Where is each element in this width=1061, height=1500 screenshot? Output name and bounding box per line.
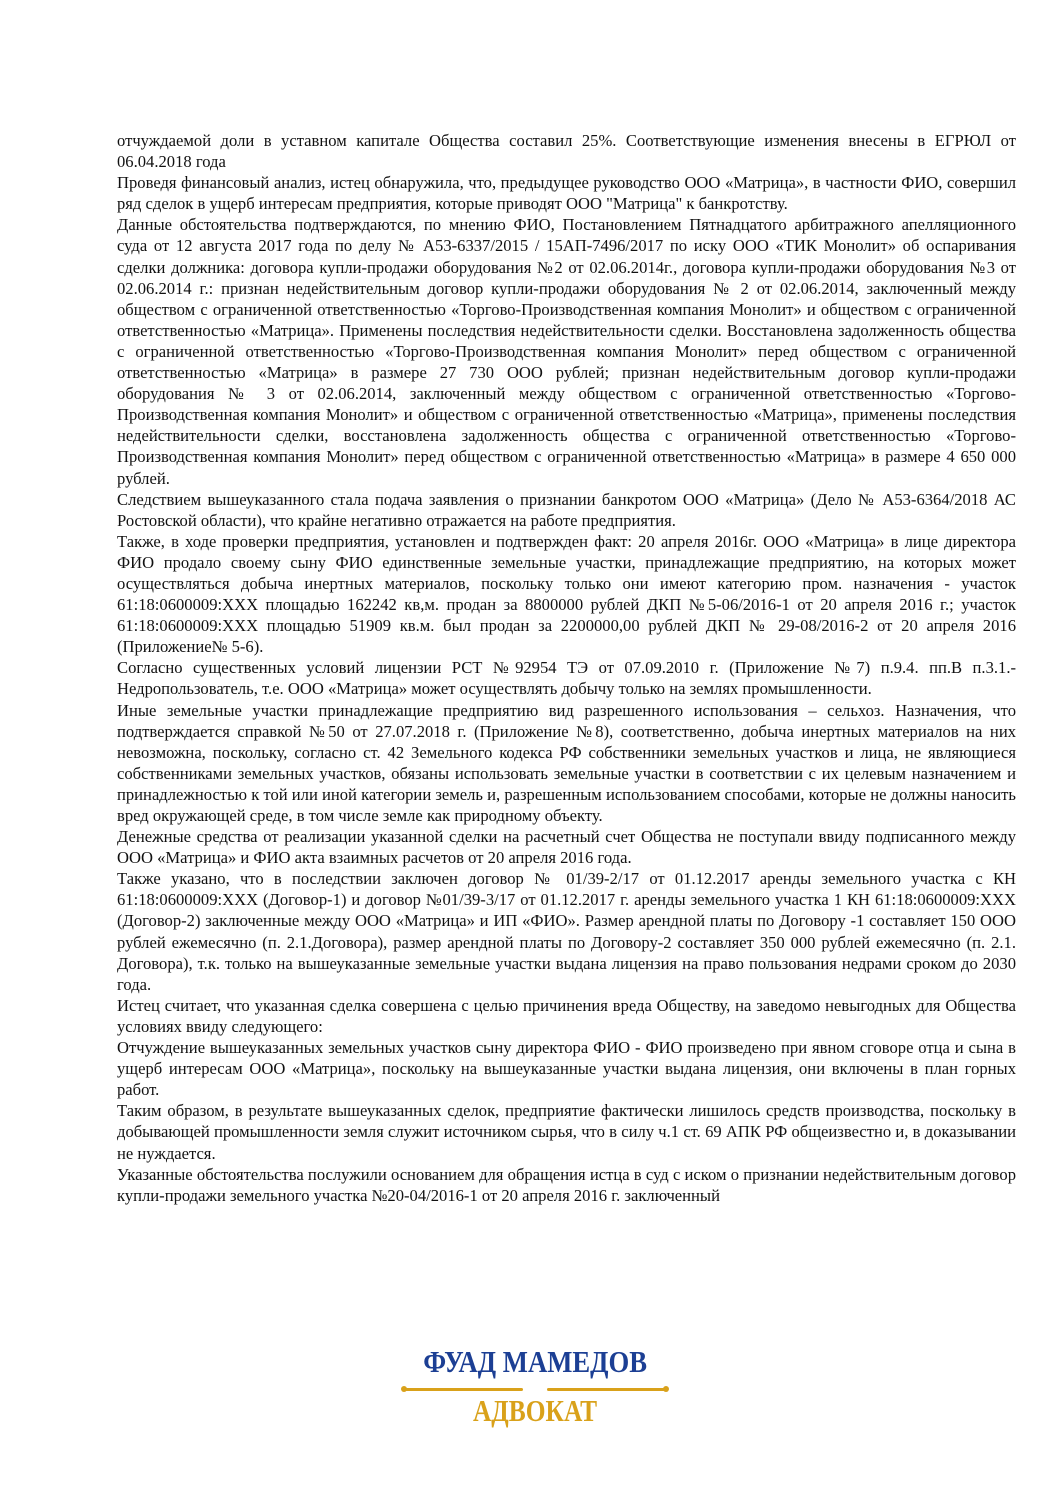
- logo-divider-bar-left: [405, 1388, 523, 1391]
- paragraph-8: Денежные средства от реализации указанной сделки на расчетный счет Общества не поступали ввиду подписанного между ООО «Матрица» и ФИО акта взаимных расчетов от 20 апреля 2016 года.: [117, 827, 1016, 868]
- logo-name: ФУАД МАМЕДОВ: [423, 1344, 648, 1379]
- paragraph-11: Отчуждение вышеуказанных земельных участков сыну директора ФИО - ФИО произведено при явном сговоре отца и сына в ущерб интересам ООО «Матрица», поскольку на вышеуказанные участки выдана лицензия, они включены в план горных работ.: [117, 1038, 1016, 1100]
- paragraph-9: Также указано, что в последствии заключен договор № 01/39-2/17 от 01.12.2017 аренды земельного участка с КН 61:18:0600009:ХХХ (Договор-1) и договор №01/39-3/17 от 01.12.2017 г. аренды земельного участка 1 КН 61:18:0600009:ХХХ (Договор-2) заключенные между ООО «Матрица» и ИП «ФИО». Размер арендной платы по Договору -1 составляет 150 ООО рублей ежемесячно (п. 2.1.Договора), размер арендной платы по Договору-2 составляет 350 000 рублей ежемесячно (п. 2.1. Договора), т.к. только на вышеуказанные земельные участки выдана лицензия на право пользования недрами сроком до 2030 года.: [117, 869, 1016, 994]
- logo-divider: [405, 1387, 665, 1391]
- paragraph-12: Таким образом, в результате вышеуказанных сделок, предприятие фактически лишилось средств производства, поскольку в добывающей промышленности земля служит источником сырья, что в силу ч.1 ст. 69 АПК РФ общеизвестно и, в доказывании не нуждается.: [117, 1101, 1016, 1163]
- paragraph-2: Проведя финансовый анализ, истец обнаружила, что, предыдущее руководство ООО «Матрица», в частности ФИО, совершил ряд сделок в ущерб интересам предприятия, которые приводят ООО "Матрица" к банкротству.: [117, 173, 1016, 214]
- logo-title: АДВОКАТ: [472, 1393, 598, 1428]
- lawyer-logo: [395, 1345, 675, 1435]
- paragraph-10: Истец считает, что указанная сделка совершена с целью причинения вреда Обществу, на заведомо невыгодных для Общества условиях ввиду следующего:: [117, 995, 1016, 1036]
- paragraph-3: Данные обстоятельства подтверждаются, по мнению ФИО, Постановлением Пятнадцатого арбитражного апелляционного суда от 12 августа 2017 года по делу № А53-6337/2015 / 15АП-7496/2017 по иску ООО «ТИК Монолит» об оспаривания сделки должника: договора купли-продажи оборудования №2 от 02.06.2014г., договора купли-продажи оборудования №3 от 02.06.2014 г.: признан недействительным договор купли-продажи оборудования № 2 от 02.06.2014, заключенный между обществом с ограниченной ответственностью «Торгово-Производственная компания Монолит» и обществом с ограниченной ответственностью «Матрица». Применены последствия недействительности сделки. Восстановлена задолженность общества с ограниченной ответственностью «Торгово-Производственная компания Монолит» перед обществом с ограниченной ответственностью «Матрица» в размере 27 730 ООО рублей; признан недействительным договор купли-продажи оборудования № 3 от 02.06.2014, заключенный между обществом с ограниченной ответственностью «Торгово-Производственная компания Монолит» и обществом с ограниченной ответственностью «Матрица», применены последствия недействительности сделки, восстановлена задолженность общества с ограниченной ответственностью «Торгово-Производственная компания Монолит» перед обществом с ограниченной ответственностью «Матрица» в размере 4 650 000 рублей.: [117, 215, 1016, 488]
- paragraph-13: Указанные обстоятельства послужили основанием для обращения истца в суд с иском о признании недействительным договор купли-продажи земельного участка №20-04/2016-1 от 20 апреля 2016 г. заключенный: [117, 1164, 1016, 1205]
- logo-divider-bar-right: [547, 1388, 665, 1391]
- paragraph-6: Согласно существенных условий лицензии РСТ №92954 ТЭ от 07.09.2010 г. (Приложение №7) п.9.4. пп.В п.3.1.-Недропользователь, т.е. ООО «Матрица» может осуществлять добычу только на землях промышленности.: [117, 658, 1016, 699]
- paragraph-7: Иные земельные участки принадлежащие предприятию вид разрешенного использования – сельхоз. Назначения, что подтверждается справкой №50 от 27.07.2018 г. (Приложение №8), соответственно, добыча инертных материалов на них невозможна, поскольку, согласно ст. 42 Земельного кодекса РФ собственники земельных участков и лица, не являющиеся собственниками земельных участков, обязаны использовать земельные участки в соответствии с их целевым назначением и принадлежностью к той или иной категории земель и, разрешенным использованием способами, которые не должны наносить вред окружающей среде, в том числе земле как природному объекту.: [117, 700, 1016, 825]
- paragraph-5: Также, в ходе проверки предприятия, установлен и подтвержден факт: 20 апреля 2016г. ООО «Матрица» в лице директора ФИО продало своему сыну ФИО единственные земельные участки, принадлежащие предприятию, на которых может осуществляться добыча инертных материалов, поскольку только они имеют категорию пром. назначения - участок 61:18:0600009:ХХХ площадью 162242 кв,м. продан за 8800000 рублей ДКП №5-06/2016-1 от 20 апреля 2016 г.; участок 61:18:0600009:ХХХ площадью 51909 кв.м. был продан за 2200000,00 рублей ДКП № 29-08/2016-2 от 20 апреля 2016 (Приложение№ 5-6).: [117, 531, 1016, 657]
- logo-divider-dot-right: [663, 1386, 669, 1392]
- paragraph-4: Следствием вышеуказанного стала подача заявления о признании банкротом ООО «Матрица» (Дело № А53-6364/2018 АС Ростовской области), что крайне негативно отражается на работе предприятия.: [117, 489, 1016, 530]
- paragraph-1: отчуждаемой доли в уставном капитале Общества составил 25%. Соответствующие изменения внесены в ЕГРЮЛ от 06.04.2018 года: [117, 131, 1016, 172]
- document-body: [117, 130, 1016, 1206]
